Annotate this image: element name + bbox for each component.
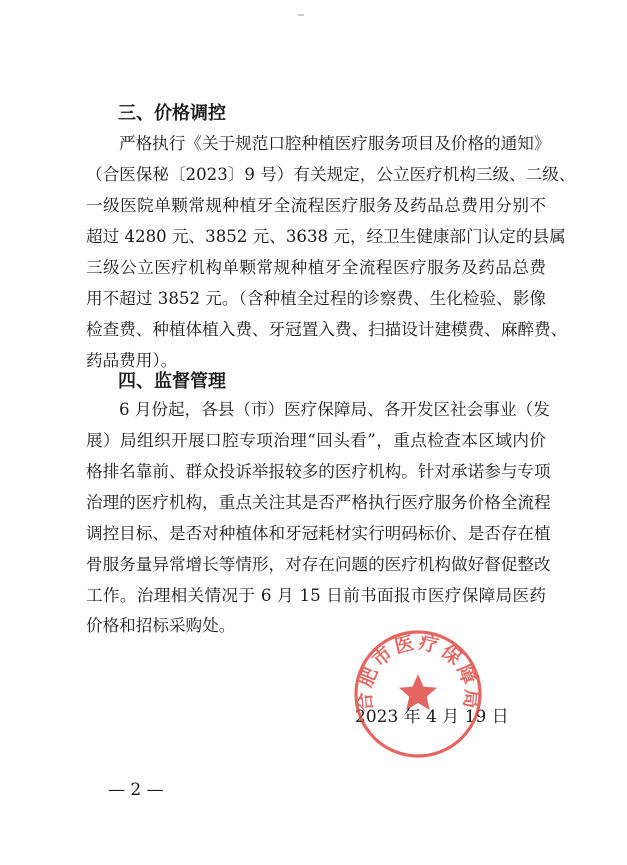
scan-speck: [298, 14, 304, 16]
section-4-line-6: 骨服务量异常增长等情形，对存在问题的医疗机构做好督促整改: [86, 555, 551, 574]
section-3-line-5: 三级公立医疗机构单颗常规种植牙全流程医疗服务及药品总费: [86, 258, 546, 277]
section-4-line-7: 工作。治理相关情况于 6 月 15 日前书面报市医疗保障局医药: [86, 586, 546, 605]
section-3-line-4: 超过 4280 元、3852 元、3638 元，经卫生健康部门认定的县属: [86, 227, 566, 246]
svg-text:合肥市医疗保障局: 合肥市医疗保障局: [353, 631, 483, 713]
section-3-line-1: 严格执行《关于规范口腔种植医疗服务项目及价格的通知》: [119, 134, 551, 153]
section-3-line-2: （合医保秘〔2023〕9 号）有关规定，公立医疗机构三级、二级、: [86, 165, 576, 184]
section-4-heading: 四、监督管理: [118, 371, 226, 392]
section-3-line-7: 检查费、种植体植入费、牙冠置入费、扫描设计建模费、麻醉费、: [86, 320, 568, 339]
section-3-heading: 三、价格调控: [118, 103, 226, 124]
section-3-line-3: 一级医院单颗常规种植牙全流程医疗服务及药品总费用分别不: [86, 196, 546, 215]
issue-date: 2023 年 4 月 19 日: [355, 707, 509, 727]
section-4-line-5: 调控目标、是否对种植体和牙冠耗材实行明码标价、是否存在植: [86, 524, 551, 543]
section-4-line-4: 治理的医疗机构，重点关注其是否严格执行医疗服务价格全流程: [86, 493, 551, 512]
section-4-line-1: 6 月份起，各县（市）医疗保障局、各开发区社会事业（发: [119, 400, 550, 419]
page-number: — 2 —: [108, 780, 164, 800]
section-4-line-2: 展）局组织开展口腔专项治理“回头看”，重点检查本区域内价: [86, 431, 546, 450]
official-seal-stamp: [352, 628, 484, 760]
section-3-line-6: 用不超过 3852 元。（含种植全过程的诊察费、生化检验、影像: [86, 289, 546, 308]
section-3-line-8: 药品费用）。: [86, 351, 178, 370]
section-4-line-8: 价格和招标采购处。: [86, 616, 236, 635]
section-4-line-3: 格排名靠前、群众投诉举报较多的医疗机构。针对承诺参与专项: [86, 462, 551, 481]
